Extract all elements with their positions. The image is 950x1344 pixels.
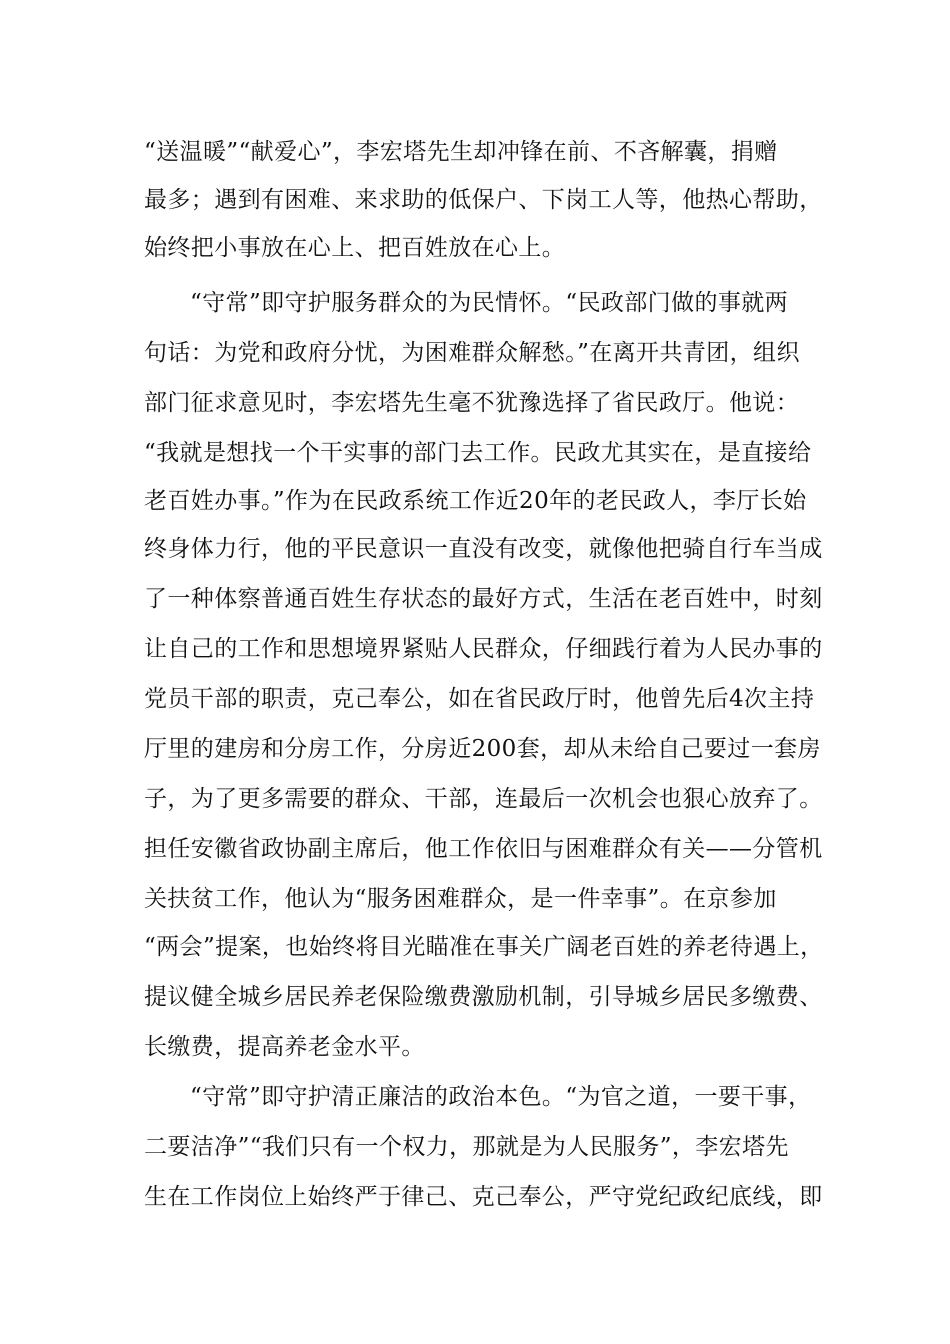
paragraph-line: 了一种体察普通百姓生存状态的最好方式，生活在老百姓中，时刻 (144, 586, 823, 612)
paragraph-line: 子，为了更多需要的群众、干部，连最后一次机会也狠心放弃了。 (144, 786, 823, 812)
paragraph-line: 生在工作岗位上始终严于律己、克己奉公，严守党纪政纪底线，即 (144, 1184, 823, 1210)
paragraph-line: “守常”即守护清正廉洁的政治本色。“为官之道，一要干事， (190, 1084, 812, 1110)
paragraph-line: 最多；遇到有困难、来求助的低保户、下岗工人等，他热心帮助， (144, 187, 823, 213)
paragraph-line: 厅里的建房和分房工作，分房近200套，却从未给自己要过一套房 (144, 736, 821, 762)
paragraph-line: 终身体力行，他的平民意识一直没有改变，就像他把骑自行车当成 (144, 536, 823, 562)
paragraph-line: 长缴费，提高养老金水平。 (144, 1034, 425, 1060)
paragraph-line: 担任安徽省政协副主席后，他工作依旧与困难群众有关——分管机 (144, 836, 823, 862)
paragraph-line: 关扶贫工作，他认为“服务困难群众，是一件幸事”。在京参加 (144, 886, 777, 912)
paragraph-line: “守常”即守护服务群众的为民情怀。“民政部门做的事就两 (190, 290, 789, 316)
paragraph-line: “两会”提案，也始终将目光瞄准在事关广阔老百姓的养老待遇上， (144, 934, 824, 960)
paragraph-line: 党员干部的职责，克己奉公，如在省民政厅时，他曾先后4次主持 (144, 686, 815, 712)
paragraph-line: “送温暖”“献爱心”，李宏塔先生却冲锋在前、不吝解囊，捐赠 (144, 139, 778, 165)
paragraph-line: “我就是想找一个干实事的部门去工作。民政尤其实在，是直接给 (144, 440, 812, 466)
paragraph-line: 始终把小事放在心上、把百姓放在心上。 (144, 235, 566, 261)
paragraph-line: 句话：为党和政府分忧，为困难群众解愁。”在离开共青团，组织 (144, 340, 800, 366)
paragraph-line: 提议健全城乡居民养老保险缴费激励机制，引导城乡居民多缴费、 (144, 984, 823, 1010)
paragraph-line: 老百姓办事。”作为在民政系统工作近20年的老民政人，李厅长始 (144, 488, 807, 514)
paragraph-line: 二要洁净”“我们只有一个权力，那就是为人民服务”，李宏塔先 (144, 1134, 789, 1160)
paragraph-line: 部门征求意见时，李宏塔先生毫不犹豫选择了省民政厅。他说： (144, 390, 800, 416)
paragraph-line: 让自己的工作和思想境界紧贴人民群众，仔细践行着为人民办事的 (144, 636, 823, 662)
